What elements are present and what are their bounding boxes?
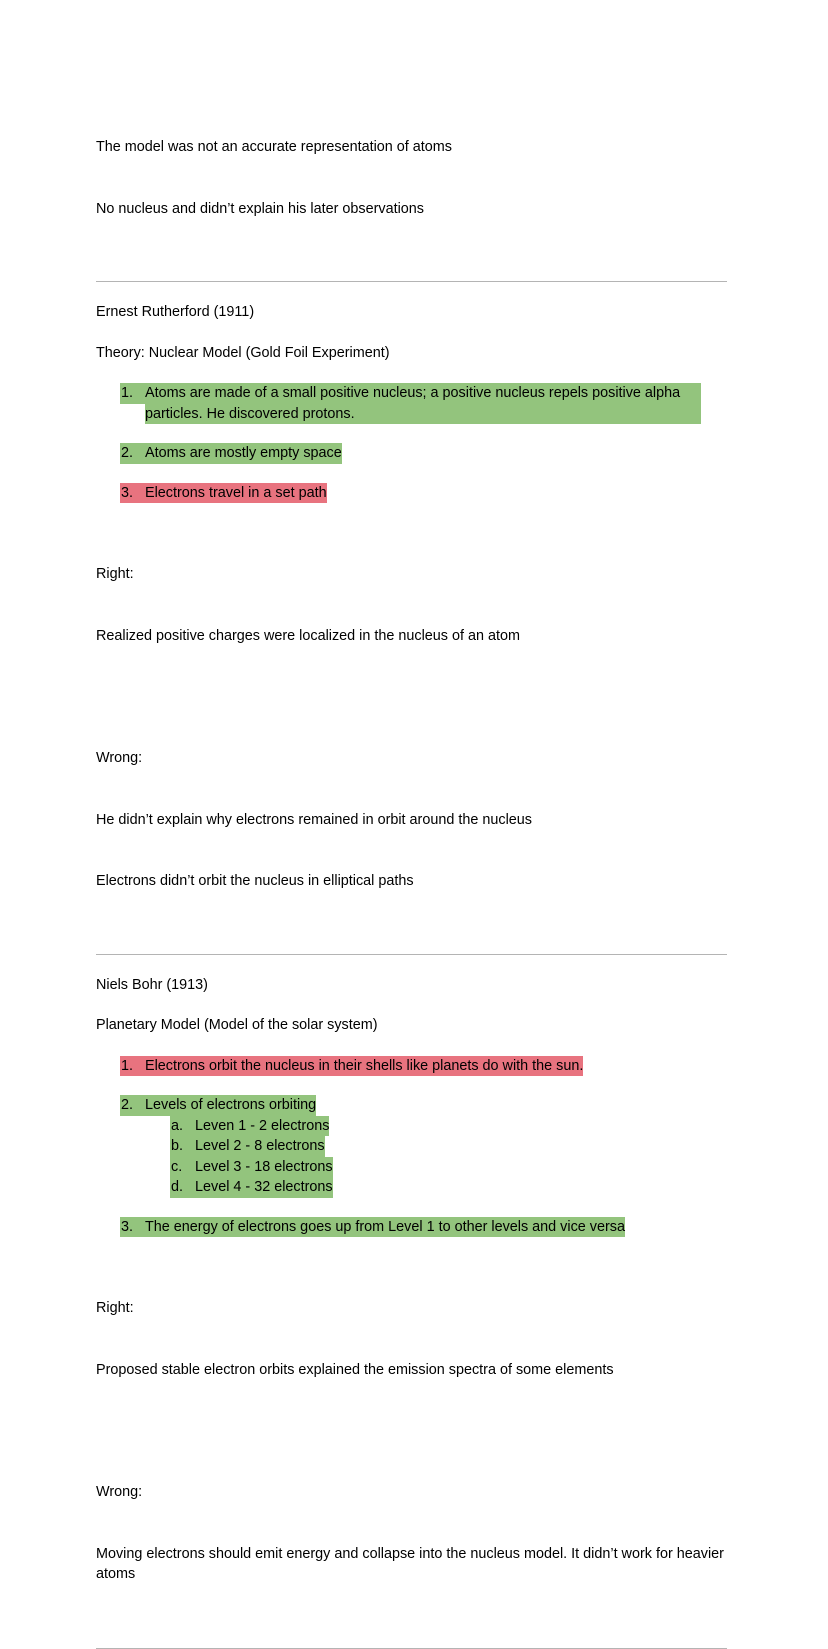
bohr-theory: Planetary Model (Model of the solar system) bbox=[96, 1017, 378, 1033]
bohr-wrong-block bbox=[96, 1441, 727, 1626]
list-item-text: Levels of electrons orbiting bbox=[145, 1095, 316, 1116]
list-item bbox=[96, 1217, 727, 1238]
list-marker: 1. bbox=[120, 383, 145, 404]
wrong-label: Wrong: bbox=[96, 750, 143, 766]
list-item bbox=[96, 1095, 727, 1116]
list-item bbox=[96, 483, 727, 504]
list-item-text: Atoms are made of a small positive nucleus; a positive nucleus repels positive alpha particles. He discovered protons. bbox=[145, 383, 701, 424]
divider-1-wrapper bbox=[96, 260, 727, 282]
list-marker: b. bbox=[170, 1136, 195, 1157]
spacer bbox=[96, 323, 727, 343]
list-item bbox=[96, 443, 727, 464]
bohr-points-list-continued bbox=[96, 1217, 727, 1238]
document-body bbox=[96, 96, 727, 1649]
list-marker: a. bbox=[170, 1116, 195, 1137]
list-item-text: Level 3 - 18 electrons bbox=[195, 1157, 333, 1178]
list-item bbox=[96, 1177, 727, 1198]
intro-line-1: The model was not an accurate representation of atoms bbox=[96, 139, 452, 155]
list-marker: 2. bbox=[120, 1095, 145, 1116]
wrong-text-line-2: Electrons didn’t orbit the nucleus in elliptical paths bbox=[96, 873, 414, 889]
spacer bbox=[96, 1421, 727, 1441]
list-item-text: The energy of electrons goes up from Level 1 to other levels and vice versa bbox=[145, 1217, 625, 1238]
list-marker: 3. bbox=[120, 483, 145, 504]
spacer bbox=[96, 1198, 727, 1217]
rutherford-wrong-block bbox=[96, 707, 727, 933]
rutherford-heading: Ernest Rutherford (1911) bbox=[96, 304, 255, 320]
list-marker: 3. bbox=[120, 1217, 145, 1238]
section-divider-3 bbox=[96, 1648, 727, 1649]
bohr-heading: Niels Bohr (1913) bbox=[96, 976, 208, 993]
wrong-label: Wrong: bbox=[96, 1484, 143, 1500]
list-item-text: Leven 1 - 2 electrons bbox=[195, 1116, 329, 1137]
list-marker: d. bbox=[170, 1177, 195, 1198]
right-label: Right: bbox=[96, 1300, 134, 1316]
list-item-text: Atoms are mostly empty space bbox=[145, 443, 342, 464]
right-text: Proposed stable electron orbits explained the emission spectra of some elements bbox=[96, 1361, 614, 1378]
list-item bbox=[96, 1157, 727, 1178]
right-text: Realized positive charges were localized in the nucleus of an atom bbox=[96, 627, 520, 644]
spacer bbox=[96, 1036, 727, 1056]
rutherford-points-list bbox=[96, 383, 727, 503]
spacer bbox=[96, 282, 727, 302]
list-item-text: Electrons travel in a set path bbox=[145, 483, 327, 504]
wrong-text-line-1: He didn’t explain why electrons remained in orbit around the nucleus bbox=[96, 811, 532, 828]
list-item-text: Level 4 - 32 electrons bbox=[195, 1177, 333, 1198]
spacer bbox=[96, 363, 727, 383]
list-marker: 1. bbox=[120, 1056, 145, 1077]
spacer bbox=[96, 1237, 727, 1257]
bohr-sublevels-list bbox=[96, 1116, 727, 1198]
list-item bbox=[96, 1136, 727, 1157]
list-item-text: Electrons orbit the nucleus in their shells like planets do with the sun. bbox=[145, 1056, 583, 1077]
spacer bbox=[96, 995, 727, 1015]
intro-paragraph bbox=[96, 96, 727, 260]
list-item bbox=[96, 383, 727, 424]
list-item bbox=[96, 1056, 727, 1077]
list-marker: c. bbox=[170, 1157, 195, 1178]
spacer bbox=[96, 955, 727, 975]
wrong-text: Moving electrons should emit energy and collapse into the nucleus model. It didn’t work for heavier atoms bbox=[96, 1545, 728, 1582]
divider-3-wrapper bbox=[96, 1626, 727, 1649]
list-item-text: Level 2 - 8 electrons bbox=[195, 1136, 325, 1157]
list-item bbox=[96, 1116, 727, 1137]
rutherford-right-block bbox=[96, 523, 727, 687]
rutherford-theory: Theory: Nuclear Model (Gold Foil Experiment) bbox=[96, 344, 390, 361]
right-label: Right: bbox=[96, 566, 134, 582]
list-marker: 2. bbox=[120, 443, 145, 464]
bohr-right-block bbox=[96, 1257, 727, 1421]
divider-2-wrapper bbox=[96, 933, 727, 955]
spacer bbox=[96, 687, 727, 707]
spacer bbox=[96, 503, 727, 523]
intro-line-2: No nucleus and didn’t explain his later observations bbox=[96, 200, 424, 217]
bohr-points-list bbox=[96, 1056, 727, 1116]
